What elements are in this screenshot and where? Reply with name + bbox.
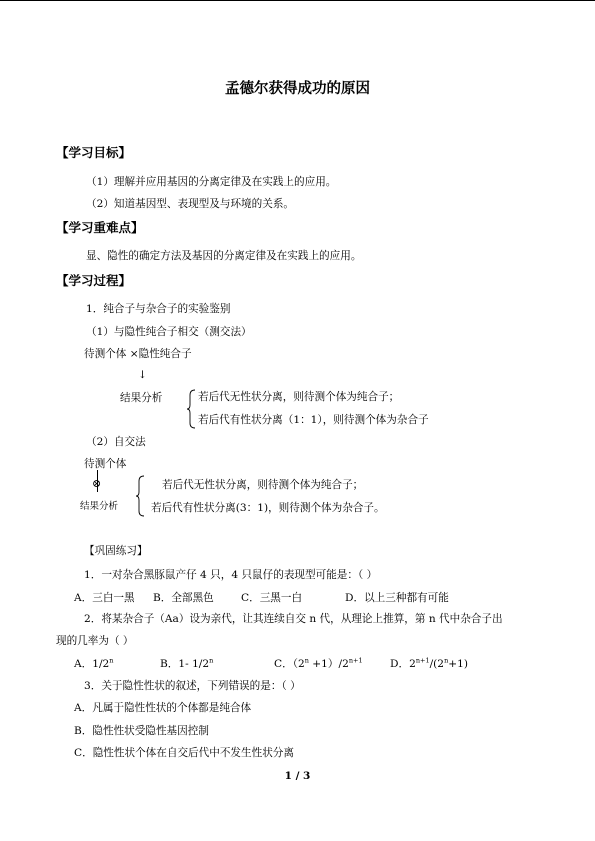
practice-heading: 【巩固练习】 <box>84 545 148 557</box>
q1-option-a: A．三白一黑 <box>74 592 135 604</box>
page-number: 1 / 3 <box>284 770 311 782</box>
q2-option-c: C．$(2^n +1)/2^{n+1}$ <box>274 656 363 670</box>
q2-option-a: A．1/2$^n$ <box>74 656 114 670</box>
objective-item-1: （1）理解并应用基因的分离定律及在实践上的应用。 <box>86 176 337 188</box>
q2-option-b: B．1- 1/2$^n$ <box>160 656 214 670</box>
process-item-1: 1．纯合子与杂合子的实验鉴别 <box>86 303 231 315</box>
process-heading: 【学习过程】 <box>56 273 132 288</box>
left-brace-icon-2 <box>135 475 145 517</box>
key-points-heading: 【学习重难点】 <box>56 220 144 235</box>
q2-option-d: D．$2^{n+1}/(2^n+1)$ <box>390 656 468 670</box>
down-arrow-icon: ↓ <box>138 369 147 381</box>
q1-option-d: D．以上三种都有可能 <box>345 592 449 604</box>
process-sub-1: （1）与隐性纯合子相交（测交法） <box>86 326 252 338</box>
testcross-line: 待测个体 ×隐性纯合子 <box>84 348 192 360</box>
question-2-line-2: 现的几率为（ ） <box>56 635 134 647</box>
objective-item-2: （2）知道基因型、表现型及与环境的关系。 <box>86 198 295 210</box>
q3-option-b: B．隐性性状受隐性基因控制 <box>74 725 209 737</box>
self-cross-line: 待测个体 <box>84 458 127 470</box>
q1-option-c: C．三黑一白 <box>241 592 303 604</box>
question-3: 3．关于隐性性状的叙述，下列错误的是：（ ） <box>84 680 301 692</box>
page-title: 孟德尔获得成功的原因 <box>225 81 370 97</box>
result-analysis-label: 结果分析 <box>120 392 163 404</box>
left-brace-icon <box>186 389 196 429</box>
q1-option-b: B．全部黑色 <box>153 592 214 604</box>
question-1: 1．一对杂合黑豚鼠产仔 4 只，4 只鼠仔的表现型可能是：（ ） <box>84 569 378 581</box>
key-points-text: 显、隐性的确定方法及基因的分离定律及在实践上的应用。 <box>86 250 362 262</box>
result-analysis-label-2: 结果分析 <box>80 501 119 512</box>
process-sub-2: （2）自交法 <box>86 436 146 448</box>
result-line-4: 若后代有性状分离(3：1)，则待测个体为杂合子。 <box>151 502 385 514</box>
q3-option-c: C．隐性性状个体在自交后代中不发生性状分离 <box>74 747 294 759</box>
result-line-3: 若后代无性状分离，则待测个体为纯合子； <box>162 479 364 491</box>
result-line-2: 若后代有性状分离（1：1），则待测个体为杂合子 <box>198 414 429 426</box>
result-line-1: 若后代无性状分离，则待测个体为纯合子； <box>198 391 400 403</box>
q3-option-a: A．凡属于隐性性状的个体都是纯合体 <box>74 702 252 714</box>
selfing-symbol-icon: ⊗ <box>92 477 102 490</box>
objectives-heading: 【学习目标】 <box>56 145 132 160</box>
page-top-rule <box>0 0 595 1</box>
question-2-line-1: 2．将某杂合子（Aa）设为亲代，让其连续自交 n 代，从理论上推算，第 n 代中杂合子出 <box>84 613 503 625</box>
